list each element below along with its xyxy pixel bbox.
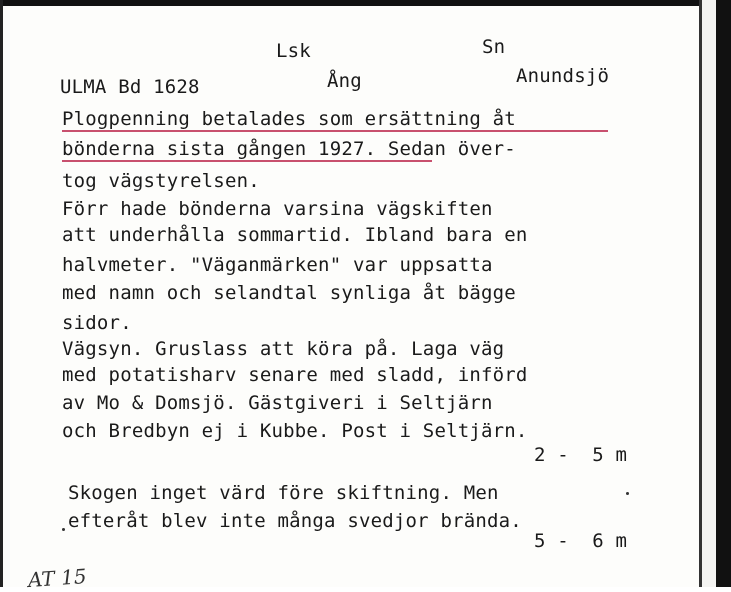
- text-line: tog vägstyrelsen.: [62, 170, 260, 192]
- card-left-edge: [0, 0, 3, 587]
- text-line: Plogpenning betalades som ersättning åt: [62, 108, 516, 130]
- text-line: sidor.: [62, 312, 132, 334]
- measurement-note: 2 - 5 m: [534, 444, 628, 466]
- measurement-note: 5 - 6 m: [534, 530, 628, 552]
- area-label: Ång: [327, 70, 362, 92]
- text-line: Förr hade bönderna varsina vägskiften: [62, 198, 493, 220]
- district-label: Lsk: [276, 40, 311, 62]
- highlight-underline-2: [62, 160, 432, 162]
- ink-speck: [62, 528, 65, 531]
- text-line: Skogen inget värd före skiftning. Men: [68, 482, 499, 504]
- card-right-edge-outer: [716, 0, 731, 587]
- parish-label: Sn: [482, 36, 506, 58]
- handwritten-note: AT 15: [27, 563, 88, 592]
- text-line: med namn och selandtal synliga åt bägge: [62, 282, 516, 304]
- text-line: av Mo & Domsjö. Gästgiveri i Seltjärn: [62, 392, 493, 414]
- text-line: bönderna sista gången 1927. Sedan över-: [62, 138, 516, 160]
- archive-reference: ULMA Bd 1628: [60, 76, 200, 98]
- text-line: efteråt blev inte många svedjor brända.: [68, 510, 522, 532]
- text-line: med potatisharv senare med sladd, införd: [62, 364, 528, 386]
- text-line: att underhålla sommartid. Ibland bara en: [62, 224, 528, 246]
- highlight-underline-1: [62, 130, 608, 132]
- text-line: Vägsyn. Gruslass att köra på. Laga väg: [62, 338, 505, 360]
- text-line: halvmeter. "Väganmärken" var uppsatta: [62, 254, 493, 276]
- card-top-edge: [0, 0, 731, 6]
- text-line: och Bredbyn ej i Kubbe. Post i Seltjärn.: [62, 420, 528, 442]
- ink-speck: [626, 492, 629, 495]
- parish-name: Anundsjö: [516, 65, 610, 87]
- card-right-gap: [702, 0, 716, 587]
